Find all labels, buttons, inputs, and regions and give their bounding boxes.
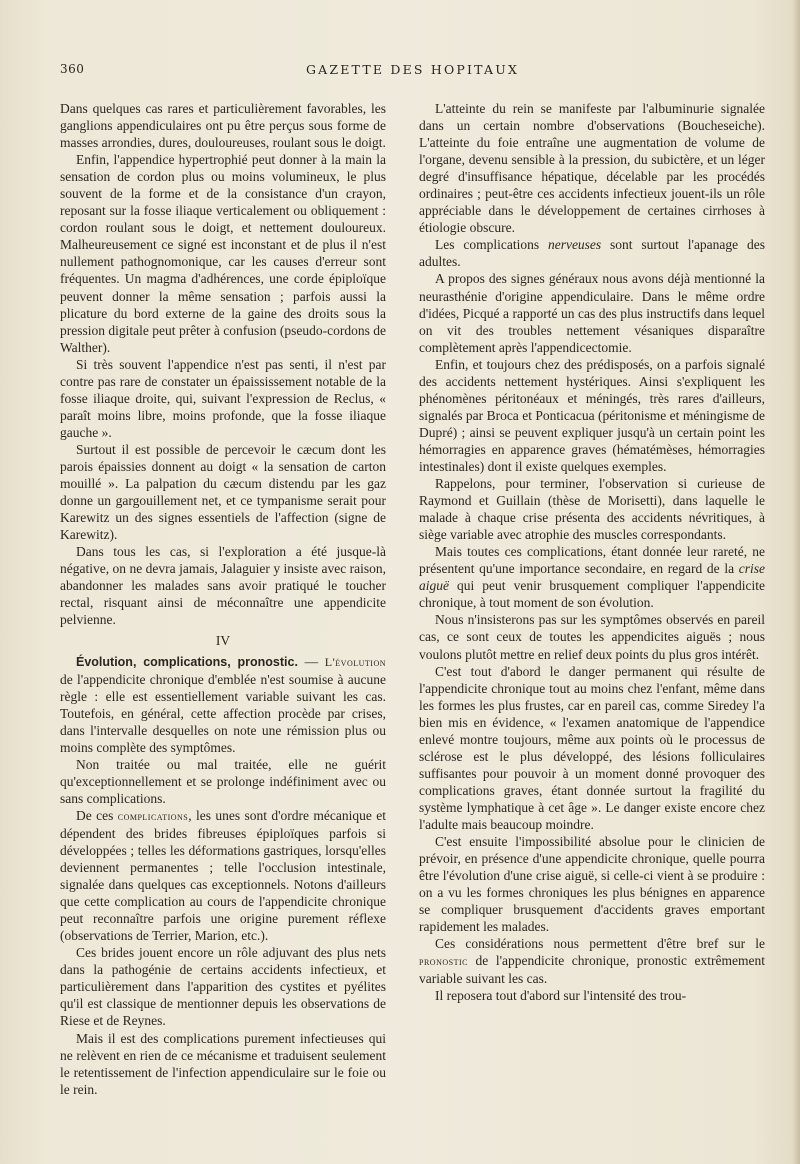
paragraph-text: qui peut venir brusquement compliquer l'appendicite chronique, à tout moment de son évolution. [419,578,765,611]
paragraph-text: Ces considérations nous permettent d'être bref sur le [435,936,765,952]
small-caps-term: complications [117,808,189,823]
paragraph [60,807,386,944]
paragraph-text: sont surtout l'apanage des adultes. [419,237,766,270]
page-edge-shadow [792,0,800,1164]
paragraph: Mais il est des complications purement infectieuses qui ne relèvent en rien de ce mécanisme et traduisent seulement le retentissement de l'infection appendiculaire sur le foie ou le rein. [60,1030,386,1097]
section-number: IV [215,633,231,649]
paragraph: Enfin, l'appendice hypertrophié peut donner à la main la sensation de cordon plus ou moins volumineux, le plus souvent de la forme et de la consistance d'un crayon, reposant sur la fosse iliaque verticalement ou obliquement : cordon roulant sous le doigt, et nettement douloureux. Malheureusement ce signé est inconstant et de plus il n'est nullement pathognomonique, car les causes d'erreur sont fréquentes. Un magma d'adhérences, une corde épiploïque peuvent donner la même sensation ; parfois aussi la plicature du bord externe de la gaine des droits sous la pression digitale peut prêter à confusion (pseudo-cordons de Walther). [60,152,386,355]
paragraph: A propos des signes généraux nous avons déjà mentionné la neurasthénie d'origine appendiculaire. Dans le même ordre d'idées, Picqué a rapporté un cas des plus instructifs dans lequel on vit des troubles nettement vésaniques disparaître complètement après l'appendicectomie. [419,271,765,355]
paragraph-text: Mais toutes ces complications, étant donnée leur rareté, ne présentent qu'une importance secondaire, en regard de la [419,544,765,577]
paragraph: Dans quelques cas rares et particulièrement favorables, les ganglions appendiculaires ont pu être perçus sous forme de masses arrondies, dures, douloureuses, roulant sous le doigt. [60,101,386,151]
right-column [419,100,765,1004]
paragraph [419,543,765,611]
page-number: 360 [60,62,85,76]
paragraph-text: De ces [76,807,114,823]
paragraph: Nous n'insisterons pas sur les symptômes observés en pareil cas, ce sont ceux de toutes les appendicites aiguës ; nous voulons plutôt mettre en relief deux points du plus gros intérêt. [419,612,765,662]
paragraph: Non traitée ou mal traitée, elle ne guérit qu'exceptionnellement et se prolonge indéfiniment avec ou sans complications. [60,756,386,806]
section-heading: Évolution, complications, pronostic. [76,654,298,669]
paragraph: C'est tout d'abord le danger permanent qui résulte de l'appendicite chronique tout au moins chez l'enfant, même dans les formes les plus frustes, car en pareil cas, comme Siredey l'a bien mis en évidence, « l'examen anatomique de l'appendice enlevé montre toujours, même aux points où le processus de sclérose est le plus développé, des lésions folliculaires suffisantes pour pouvoir à un moment donné provoquer des complications graves, étant donnée surtout la fragilité du système lymphatique à cet âge ». Le danger existe encore chez l'adulte mais beaucoup moindre. [419,663,765,832]
paragraph: Si très souvent l'appendice n'est pas senti, il n'est par contre pas rare de constater un épaississement notable de la fosse iliaque droite, qui, suivant l'expression de Reclus, « paraît moins libre, moins profonde, que la fosse iliaque gauche ». [60,356,386,440]
paragraph: Dans tous les cas, si l'exploration a été jusque-là négative, on ne devra jamais, Jalaguier y insiste avec raison, abandonner les malades sans avoir pratiqué le toucher rectal, risquant ainsi de méconnaître une appendicite pelvienne. [60,544,386,628]
journal-title: GAZETTE DES HOPITAUX [305,62,520,77]
italic-term: crise aiguë [419,561,766,594]
paragraph-text: de l'appendicite chronique d'emblée n'est soumise à aucune règle : elle est essentiellement variable suivant les cas. Toutefois, en général, cette affection procède par crises, dans l'intervalle desquelles on note une rémission plus ou moins complète des symptômes. [60,671,386,755]
paragraph: Évolution, complications, pronostic. — L'évolution de l'appendicite chronique d'emblée n'est soumise à aucune règle : elle est essentiellement variable suivant les cas. Toutefois, en général, cette affection procède par crises, dans l'intervalle desquelles on note une rémission plus ou moins complète des symptômes. [60,653,386,755]
paragraph: C'est ensuite l'impossibilité absolue pour le clinicien de prévoir, en présence d'une appendicite chronique, quelle pourra être l'évolution d'une crise aiguë, si celle-ci vient à se produire : on a vu les formes chroniques les plus bénignes en apparence se compliquer brusquement d'accidents graves emportant rapidement les malades. [419,834,765,935]
small-caps-term: pronostic [419,954,468,969]
paragraph: Surtout il est possible de percevoir le cæcum dont les parois épaissies donnent au doigt « la sensation de carton mouillé ». La palpation du cæcum distendu par les gaz donne un gargouillement net, et ce tympanisme serait pour Karewitz un des signes essentiels de l'affection (signe de Karewitz). [60,441,386,543]
paragraph-text: de l'appendicite chronique, pronostic extrêmement variable suivant les cas. [419,953,766,987]
small-caps-term: L'évolution [324,654,386,669]
paragraph-text: , les unes sont d'ordre mécanique et dépendent des brides fibreuses épiploïques parfois si développées ; telles les déformations gastriques, lorsqu'elles deviennent permanentes ; telle l'occlusion intestinale, signalée dans quelques cas exceptionnels. Notons d'ailleurs que cette complication au cours de l'appendicite chronique peut reconnaître parfois une origine purement réflexe (observations de Terrier, Marion, etc.). [60,807,386,944]
paragraph: Rappelons, pour terminer, l'observation si curieuse de Raymond et Guillain (thèse de Morisetti), dans laquelle le malade à chaque crise présenta des accidents névritiques, à siège variable avec atrophie des muscles correspondants. [419,476,765,543]
paragraph: L'atteinte du rein se manifeste par l'albuminurie signalée dans un certain nombre d'observations (Boucheseiche). L'atteinte du foie entraîne une augmentation de volume de l'organe, devenu sensible à la pression, du subictère, et un léger degré d'insuffisance hépatique, décelable par les procédés ordinaires ; peut-être ces accidents infectieux jouent-ils un rôle appréciable dans le développement de certaines cirrhoses à étiologie obscure. [419,101,765,236]
paragraph: Enfin, et toujours chez des prédisposés, on a parfois signalé des accidents nettement hystériques. Ainsi s'expliquent les phénomènes péritonéaux et méningés, très rares d'ailleurs, signalés par Broca et Ponticacua (péritonisme et méningisme de Dupré) ; ainsi se peuvent expliquer jusqu'à un certain point les hémorragies en apparence graves (hématémèses, hémorragies intestinales) dont il existe quelques exemples. [419,356,765,474]
paragraph: Il reposera tout d'abord sur l'intensité des trou- [435,988,687,1004]
page-header [60,62,765,82]
left-column [60,100,386,1098]
paragraph [419,236,765,270]
paragraph [419,935,765,987]
italic-term: nerveuses [547,237,602,253]
paragraph: Ces brides jouent encore un rôle adjuvant des plus nets dans la pathogénie de certains accidents infectieux, et particulièrement dans l'apparition des cystites et pyélites qu'il est classique de mentionner depuis les observations de Riese et de Reynes. [60,945,386,1029]
paragraph-text: Les complications [435,237,540,253]
